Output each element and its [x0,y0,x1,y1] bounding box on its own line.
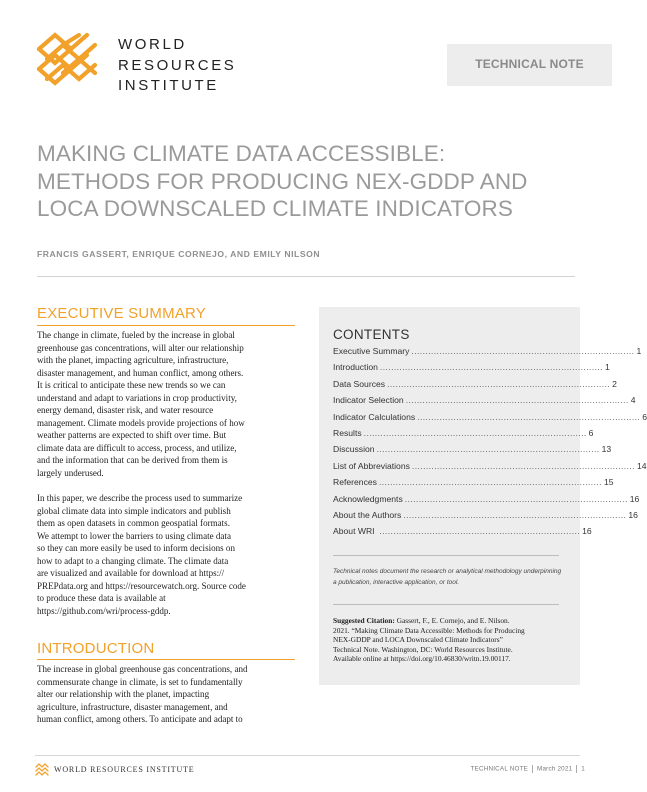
toc-item[interactable] [333,362,610,378]
leader-dots: ................................................................................ [417,411,641,422]
toc-label: Acknowledgments [333,493,403,504]
toc-page: 16 [582,526,592,537]
leader-dots: ................................................................................ [404,493,628,504]
wri-logo-small-icon [35,763,49,776]
citation-line: Gassert, F., E. Cornejo, and E. Nilson. [394,616,510,625]
citation-line: 2021. “Making Climate Data Accessible: Methods for Producing [333,625,525,635]
title-line: MAKING CLIMATE DATA ACCESSIBLE: [37,141,446,166]
logo-line: RESOURCES [118,56,237,74]
toc-item[interactable] [333,493,640,510]
toc-label: About the Authors [333,509,402,520]
toc-label: About WRI [333,526,375,537]
leader-dots: ................................................................................ [363,427,587,438]
text-line: agriculture, infrastructure, disaster management, and [37,701,228,712]
wri-logo-wordmark [118,35,236,97]
text-line: alter our relationship with the planet, impacting [37,689,210,699]
footer-brand: WORLD RESOURCES INSTITUTE [54,765,195,774]
text-line: them as open datasets in common geospatial formats. [37,518,230,528]
section-divider [37,325,295,326]
citation-line: NEX-GDDP and LOCA Downscaled Climate Indicators” [333,635,503,645]
toc-item[interactable] [333,477,614,493]
text-line: so they can more easily be used to inform decisions on [37,543,235,553]
text-line: PREPdata.org and https://resourcewatch.org. Source code [37,580,246,591]
text-line: It is critical to anticipate these new trends so we can [37,380,226,390]
text-line: and the information that can be derived from them is [37,455,228,465]
footer-separator [576,765,577,773]
text-line: management. Climate models provide projections of how [37,417,245,428]
text-line: greenhouse gas concentrations, will alter our relationship [37,342,244,353]
text-line: https://github.com/wri/process-gddp. [37,605,171,616]
toc-item[interactable] [333,526,592,542]
contents-title: CONTENTS [333,327,410,342]
leader-dots: ........................................................................ [376,526,581,537]
toc-page: 1 [604,362,610,373]
text-line: with the planet, impacting agriculture, infrastructure, [37,355,229,365]
suggested-citation [333,616,573,664]
toc-label: Introduction [333,362,378,373]
text-line: weather patterns are expected to shift over time. But [37,430,227,440]
title-line: METHODS FOR PRODUCING NEX-GDDP AND [37,168,528,194]
header-divider [37,276,575,277]
toc-label: Data Sources [333,378,386,389]
wri-logo-icon [35,31,101,86]
toc-label: List of Abbreviations [333,460,410,471]
toc-page: 13 [601,444,612,455]
footer-date: March 2021 [537,765,573,773]
introduction-heading: INTRODUCTION [37,640,155,657]
toc-item[interactable] [333,460,647,477]
toc-item[interactable] [333,427,594,444]
doc-type-banner [447,44,612,86]
page-title [37,140,557,223]
leader-dots: ................................................................................ [378,477,602,488]
toc-label: Executive Summary [333,346,410,356]
text-line: how to adapt to a changing climate. The climate data [37,555,229,566]
text-line: disaster management, and human conflict, among others. [37,367,244,378]
toc-page: 6 [588,427,594,438]
leader-dots: ................................................................................ [387,378,611,389]
toc-item[interactable] [333,395,636,411]
toc-item[interactable] [333,509,638,526]
title-line: LOCA DOWNSCALED CLIMATE INDICATORS [37,196,513,221]
toc-label: Indicator Calculations [333,411,416,422]
leader-dots: ................................................................................ [411,460,635,471]
toc-page: 1 [636,346,642,356]
text-line: In this paper, we describe the process used to summarize [37,493,243,503]
leader-dots: ................................................................................ [405,395,629,406]
table-of-contents [333,346,647,543]
toc-page: 14 [636,460,647,471]
text-line: largely underused. [37,467,104,478]
text-line: climate data are difficult to access, process, and utilize, [37,442,237,453]
text-line: human conflict, among others. To anticipate and adapt to [37,714,243,724]
leader-dots: ................................................................................ [411,346,635,356]
executive-summary-para1 [37,329,245,479]
logo-line: WORLD [118,36,187,53]
note-line: a publication, interactive application, or tool. [333,579,460,586]
text-line: The change in climate, fueled by the increase in global [37,330,235,340]
toc-page: 2 [612,378,617,389]
toc-item[interactable] [333,346,642,362]
toc-label: References [333,477,377,488]
executive-summary-para2 [37,492,246,617]
toc-page: 16 [629,493,640,504]
text-line: commensurate change in climate, is set to fundamentally [37,676,243,687]
note-line: Technical notes document the research or analytical methodology underpinning [333,568,562,575]
footer-doc-type: TECHNICAL NOTE [470,765,529,773]
doc-type-label: TECHNICAL NOTE [475,57,584,71]
text-line: We attempt to lower the barriers to using climate data [37,530,231,541]
text-line: The increase in global greenhouse gas concentrations, and [37,664,248,674]
logo-line: INSTITUTE [118,77,219,94]
contents-divider [333,555,559,556]
text-line: global climate data into simple indicators and publish [37,505,231,516]
executive-summary-heading: EXECUTIVE SUMMARY [37,305,206,322]
toc-label: Indicator Selection [333,395,404,406]
leader-dots: ................................................................................ [379,362,603,373]
footer-meta [460,765,585,773]
toc-item[interactable] [333,378,617,395]
toc-item[interactable] [333,444,612,460]
toc-label: Discussion [333,444,375,455]
footer-separator [532,765,533,773]
text-line: energy demand, disaster risk, and water resource [37,405,214,415]
leader-dots: ................................................................................ [403,509,627,520]
toc-page: 15 [603,477,614,488]
contents-divider [333,604,559,605]
toc-page: 4 [630,395,636,406]
footer-divider [35,755,580,756]
toc-item[interactable] [333,411,647,428]
toc-label: Results [333,427,362,438]
technical-note-description [333,566,563,588]
text-line: are visualized and available for download at https:// [37,568,225,578]
toc-page: 16 [628,509,638,520]
citation-line: Available online at https://doi.org/10.46830/writn.19.00117. [333,654,511,664]
text-line: understand and adapt to variations in crop productivity, [37,392,237,403]
citation-label: Suggested Citation: [333,616,395,625]
citation-line: Technical Note. Washington, DC: World Resources Institute. [333,644,513,654]
text-line: to produce these data is available at [37,593,166,603]
authors: FRANCIS GASSERT, ENRIQUE CORNEJO, AND EMILY NILSON [37,249,321,259]
toc-page: 6 [642,411,647,422]
introduction-para1 [37,663,248,726]
page-number: 1 [581,765,585,773]
section-divider [37,659,295,660]
leader-dots: ................................................................................ [376,444,600,455]
